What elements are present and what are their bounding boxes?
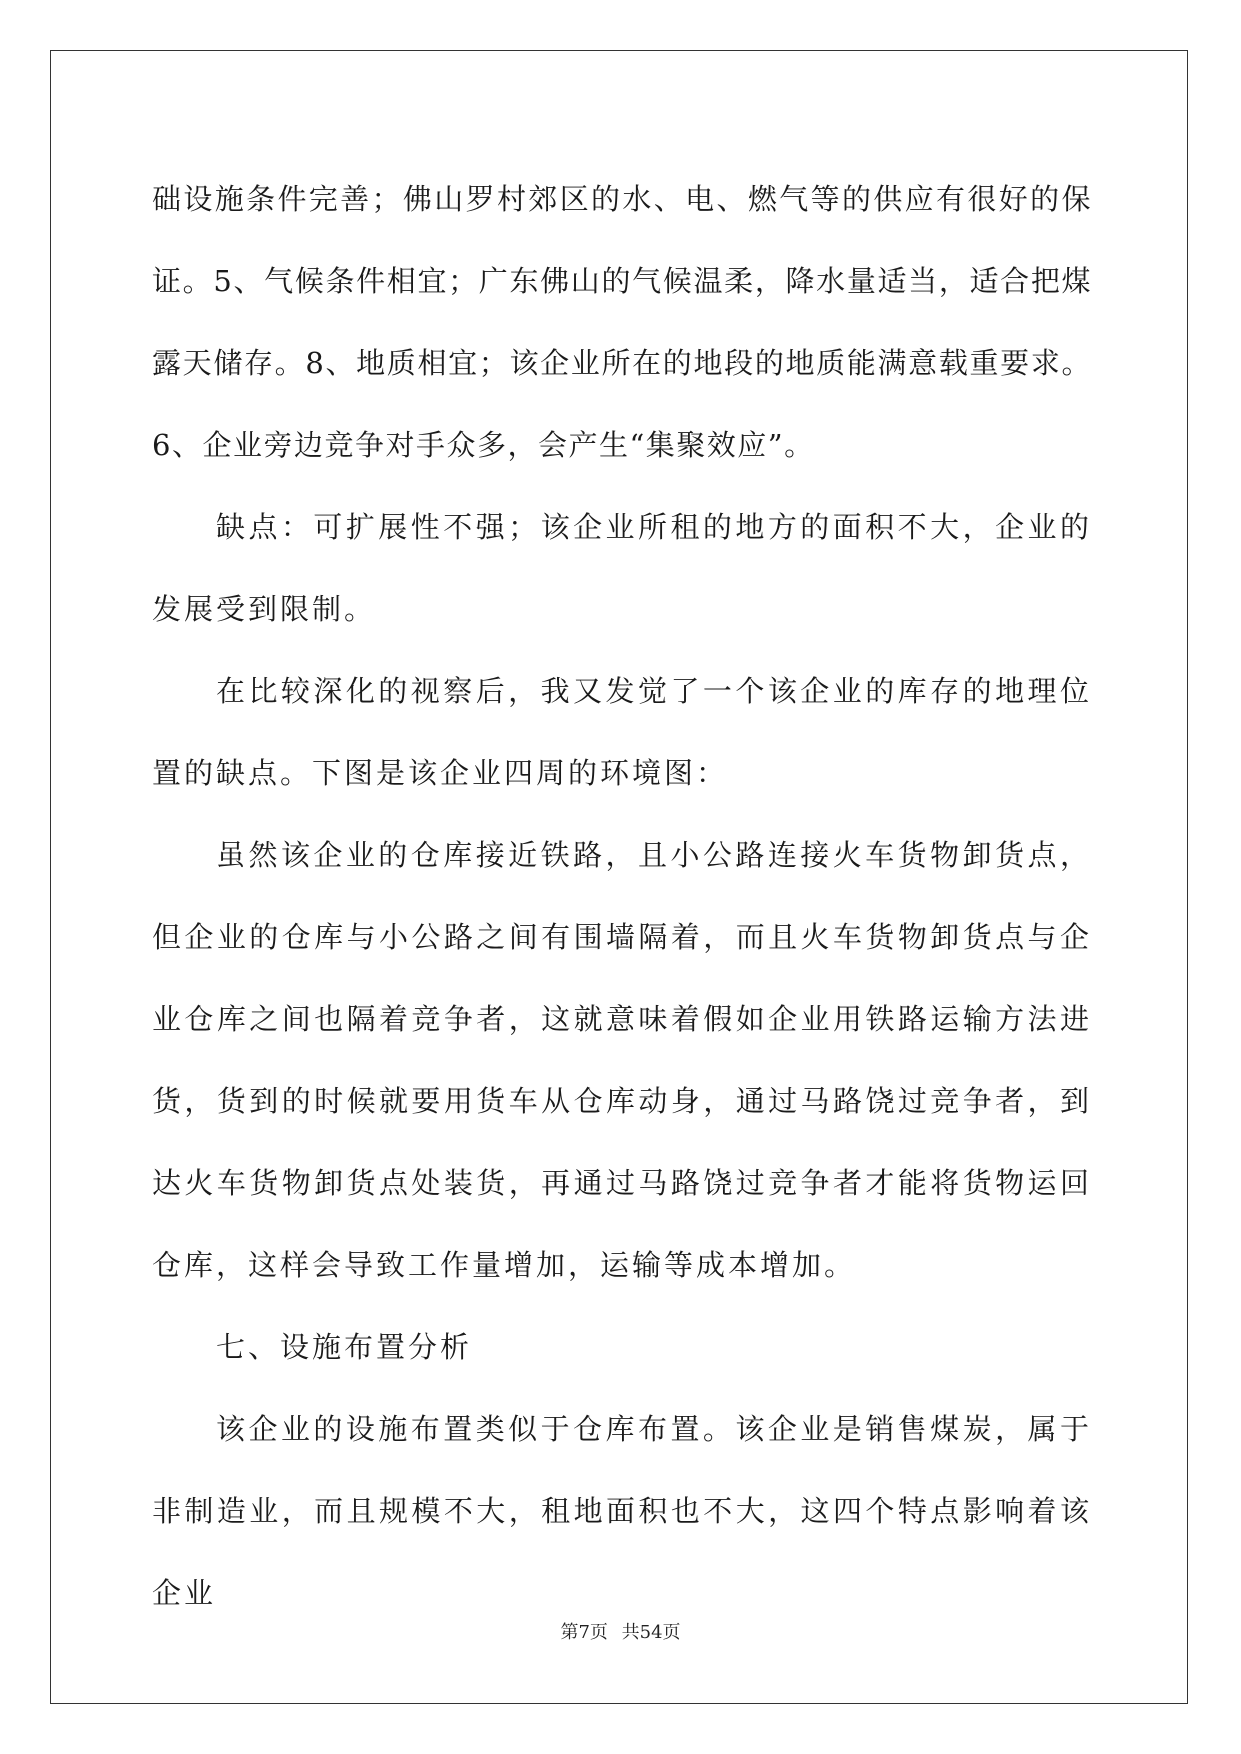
page-number: 第7页 — [560, 1622, 608, 1643]
page-footer — [0, 1618, 1241, 1644]
paragraph-observation: 在比较深化的视察后，我又发觉了一个该企业的库存的地理位置的缺点。下图是该企业四周的环境图： — [152, 674, 1092, 790]
section-heading-facility-layout: 七、设施布置分析 — [216, 1330, 473, 1364]
document-body — [152, 158, 1092, 1634]
paragraph-site-advantages: 础设施条件完善；佛山罗村郊区的水、电、燃气等的供应有很好的保证。5、气候条件相宜；广东佛山的气候温柔，降水量适当，适合把煤露天储存。8、地质相宜；该企业所在的地段的地质能满意载重要求。6、企业旁边竞争对手众多，会产生“集聚效应”。 — [152, 182, 1092, 462]
paragraph-railway-analysis: 虽然该企业的仓库接近铁路，且小公路连接火车货物卸货点，但企业的仓库与小公路之间有围墙隔着，而且火车货物卸货点与企业仓库之间也隔着竞争者，这就意味着假如企业用铁路运输方法进货，货到的时候就要用货车从仓库动身，通过马路饶过竞争者，到达火车货物卸货点处装货，再通过马路饶过竞争者才能将货物运回仓库，这样会导致工作量增加，运输等成本增加。 — [152, 838, 1092, 1282]
paragraph-facility-layout: 该企业的设施布置类似于仓库布置。该企业是销售煤炭，属于非制造业，而且规模不大，租地面积也不大，这四个特点影响着该企业 — [152, 1412, 1092, 1610]
paragraph-disadvantages: 缺点：可扩展性不强；该企业所租的地方的面积不大，企业的发展受到限制。 — [152, 510, 1092, 626]
total-pages: 共54页 — [621, 1622, 681, 1643]
